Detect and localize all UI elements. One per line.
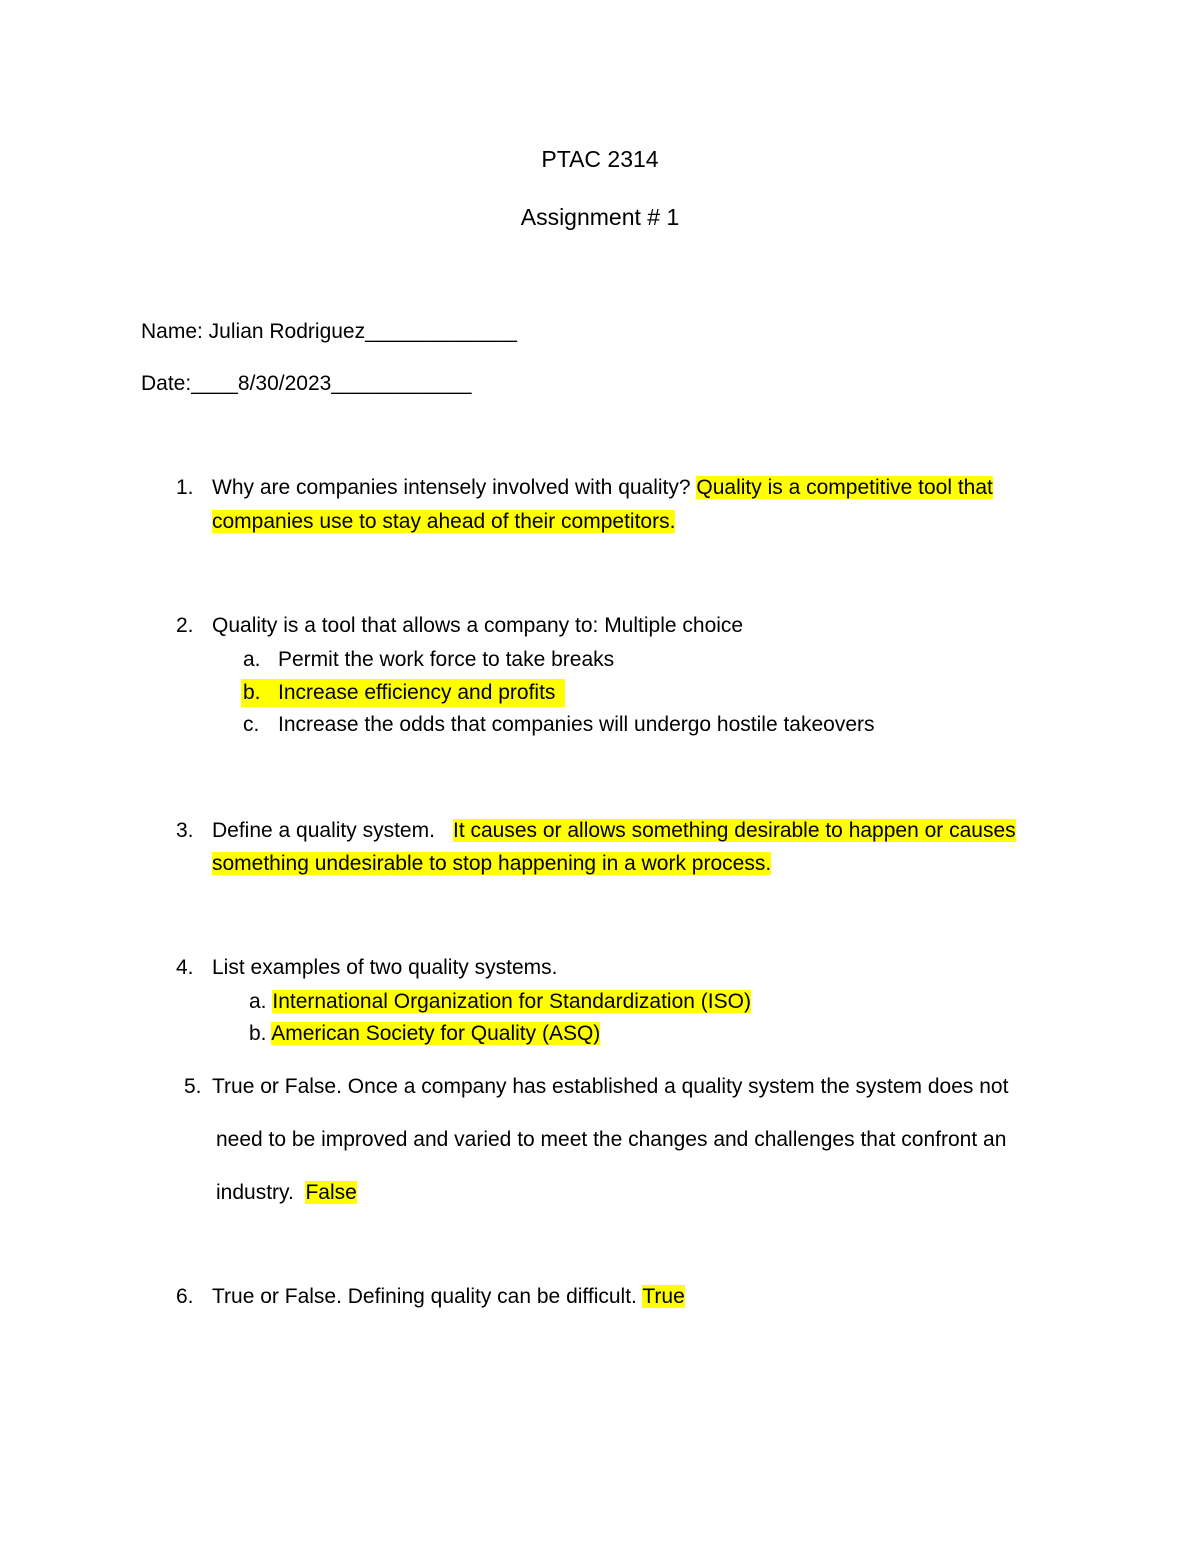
q4-question: List examples of two quality systems. xyxy=(212,956,558,979)
q4-number: 4. xyxy=(176,956,194,979)
name-line: Name: Julian Rodriguez_____________ xyxy=(141,320,517,343)
assignment-title: Assignment # 1 xyxy=(520,204,680,230)
q3-question: Define a quality system. xyxy=(212,819,435,842)
q3-answer-part-2: something undesirable to stop happening in a work process. xyxy=(212,852,772,875)
q2-option-text: Permit the work force to take breaks xyxy=(278,648,615,671)
q2-option-letter: c. xyxy=(243,713,260,736)
q5-line-3-text: industry. xyxy=(216,1181,294,1204)
q2-option-text: Increase the odds that companies will undergo hostile takeovers xyxy=(278,713,875,736)
q3-number: 3. xyxy=(176,819,194,842)
q3-answer-line-2 xyxy=(212,850,771,878)
course-title: PTAC 2314 xyxy=(541,146,659,172)
q4-item-text: American Society for Quality (ASQ) xyxy=(271,1022,601,1045)
q1-line-2 xyxy=(212,508,675,536)
q6-answer: True xyxy=(642,1285,685,1308)
q4-item-text: International Organization for Standardization (ISO) xyxy=(272,990,751,1013)
q2-option-letter: a. xyxy=(243,648,261,671)
q4-item-letter: b. xyxy=(249,1022,267,1045)
date-line: Date:____8/30/2023____________ xyxy=(141,372,472,395)
q1-question: Why are companies intensely involved with quality? xyxy=(212,476,697,499)
q4-item-letter: a. xyxy=(249,990,267,1013)
q5-number: 5. xyxy=(184,1075,202,1098)
q5-line-2: need to be improved and varied to meet the changes and challenges that confront an xyxy=(216,1128,1007,1151)
q1-number: 1. xyxy=(176,476,194,499)
q5-line-3 xyxy=(216,1179,357,1207)
q2-option-letter: b. xyxy=(243,681,261,704)
q6-number: 6. xyxy=(176,1285,194,1308)
q5-line-1: True or False. Once a company has established a quality system the system does not xyxy=(212,1075,1009,1098)
q2-option-selected xyxy=(241,679,565,707)
q2-question: Quality is a tool that allows a company to: Multiple choice xyxy=(212,614,744,637)
q2-number: 2. xyxy=(176,614,194,637)
q4-item xyxy=(249,1020,600,1048)
q1-answer-part-1: Quality is a competitive tool that xyxy=(696,476,993,499)
q4-item xyxy=(249,988,751,1016)
q1-answer-part-2: companies use to stay ahead of their competitors. xyxy=(212,510,676,533)
q5-answer: False xyxy=(305,1181,357,1204)
q2-option-text: Increase efficiency and profits xyxy=(278,681,556,704)
q1-line-1 xyxy=(212,474,993,502)
q3-answer-line-1 xyxy=(453,817,1016,845)
q3-answer-part-1: It causes or allows something desirable to happen or causes xyxy=(453,819,1016,842)
q6-line xyxy=(212,1283,685,1311)
q6-question: True or False. Defining quality can be difficult. xyxy=(212,1285,643,1308)
